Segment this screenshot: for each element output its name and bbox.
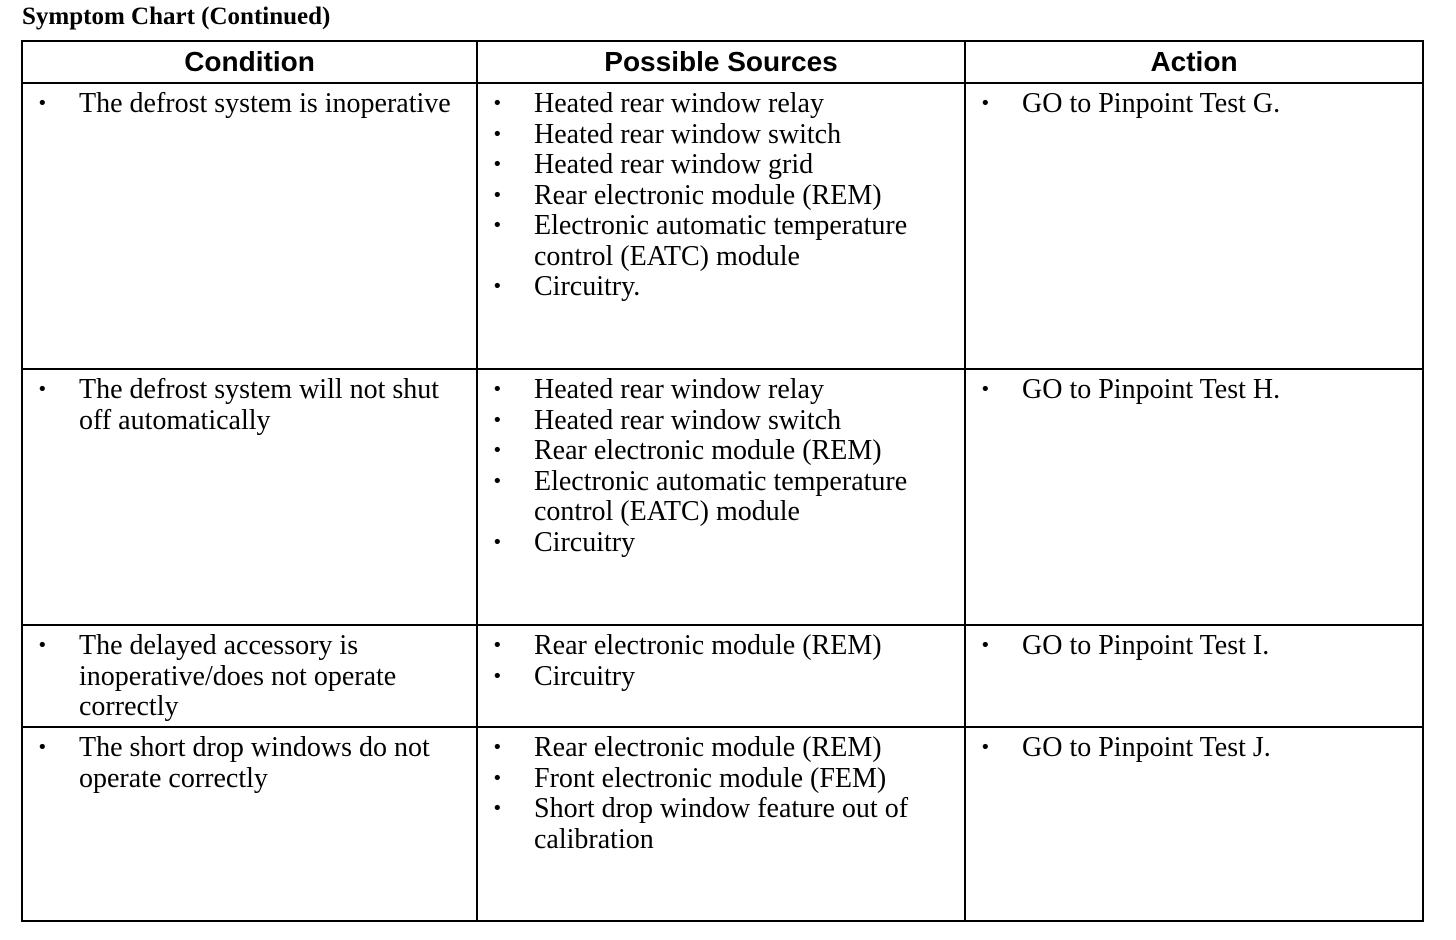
header-row — [22, 41, 1423, 83]
source-item: • Electronic automatic temperature control (EATC) module — [478, 467, 964, 528]
source-item: • Heated rear window grid — [478, 150, 964, 181]
action-cell — [965, 625, 1423, 727]
sources-cell — [477, 625, 965, 727]
condition-item: • The defrost system will not shut off automatically — [23, 375, 476, 436]
action-item: • GO to Pinpoint Test G. — [966, 89, 1422, 120]
sources-cell — [477, 369, 965, 625]
page-title: Symptom Chart (Continued) — [22, 3, 331, 30]
source-item: • Circuitry. — [478, 272, 964, 303]
header-condition: Condition — [22, 41, 477, 83]
table-row — [22, 83, 1423, 369]
table-row — [22, 727, 1423, 921]
table-row — [22, 369, 1423, 625]
source-item: • Rear electronic module (REM) — [478, 631, 964, 662]
source-item: • Heated rear window switch — [478, 406, 964, 437]
condition-item: • The delayed accessory is inoperative/does not operate correctly — [23, 631, 476, 723]
action-item: • GO to Pinpoint Test H. — [966, 375, 1422, 406]
source-item: • Rear electronic module (REM) — [478, 436, 964, 467]
header-action: Action — [965, 41, 1423, 83]
action-item: • GO to Pinpoint Test J. — [966, 733, 1422, 764]
source-item: • Circuitry — [478, 528, 964, 559]
source-item: • Heated rear window relay — [478, 375, 964, 406]
source-item: • Heated rear window relay — [478, 89, 964, 120]
condition-cell — [22, 625, 477, 727]
symptom-chart-table — [21, 40, 1424, 922]
source-item: • Electronic automatic temperature control (EATC) module — [478, 211, 964, 272]
action-cell — [965, 727, 1423, 921]
sources-cell — [477, 727, 965, 921]
source-item: • Rear electronic module (REM) — [478, 181, 964, 212]
source-item: • Rear electronic module (REM) — [478, 733, 964, 764]
condition-cell — [22, 83, 477, 369]
condition-cell — [22, 369, 477, 625]
source-item: • Short drop window feature out of calibration — [478, 794, 964, 855]
source-item: • Circuitry — [478, 662, 964, 693]
action-item: • GO to Pinpoint Test I. — [966, 631, 1422, 662]
header-possible-sources: Possible Sources — [477, 41, 965, 83]
condition-cell — [22, 727, 477, 921]
action-cell — [965, 369, 1423, 625]
action-cell — [965, 83, 1423, 369]
source-item: • Front electronic module (FEM) — [478, 764, 964, 795]
source-item: • Heated rear window switch — [478, 120, 964, 151]
table-row — [22, 625, 1423, 727]
sources-cell — [477, 83, 965, 369]
condition-item: • The defrost system is inoperative — [23, 89, 476, 120]
condition-item: • The short drop windows do not operate correctly — [23, 733, 476, 794]
